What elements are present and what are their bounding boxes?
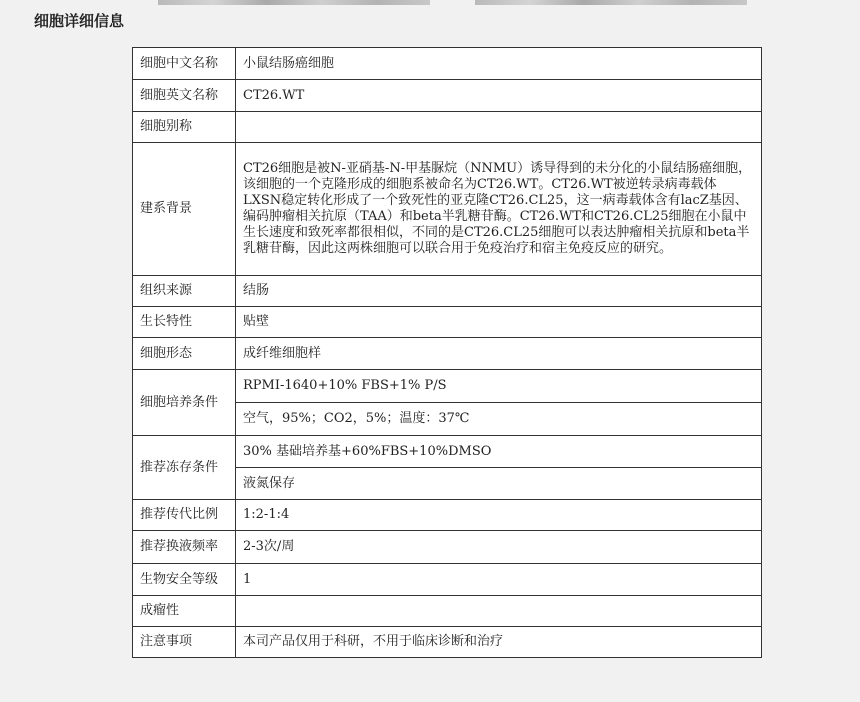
table-row [133,338,762,370]
row-value: CT26.WT [236,80,762,112]
row-value: 空气，95%；CO2，5%；温度：37℃ [236,403,762,436]
row-label: 推荐换液频率 [133,531,236,564]
row-label: 注意事项 [133,627,236,658]
table-row [133,276,762,307]
table-row [133,48,762,80]
row-label: 细胞别称 [133,112,236,143]
row-value-background: CT26细胞是被N-亚硝基-N-甲基脲烷（NNMU）诱导得到的未分化的小鼠结肠癌细胞，该细胞的一个克隆形成的细胞系被命名为CT26.WT。CT26.WT被逆转录病毒载体LXSN稳定转化形成了一个致死性的亚克隆CT26.CL25，这一病毒载体含有lacZ基因、编码肿瘤相关抗原（TAA）和beta半乳糖苷酶。CT26.WT和CT26.CL25细胞在小鼠中生长速度和致死率都很相似，不同的是CT26.CL25细胞可以表达肿瘤相关抗原和beta半乳糖苷酶，因此这两株细胞可以联合用于免疫治疗和宿主免疫反应的研究。 [236,143,762,276]
table-row [133,500,762,531]
row-label: 建系背景 [133,143,236,276]
row-label: 生物安全等级 [133,564,236,596]
row-label: 细胞英文名称 [133,80,236,112]
table-row [133,436,762,468]
row-label: 细胞中文名称 [133,48,236,80]
row-value: 液氮保存 [236,468,762,500]
row-label: 成瘤性 [133,596,236,627]
row-label: 细胞形态 [133,338,236,370]
row-value: 2-3次/周 [236,531,762,564]
top-banner-image-left [158,0,430,5]
row-label: 生长特性 [133,307,236,338]
row-value: 1 [236,564,762,596]
row-value: 本司产品仅用于科研，不用于临床诊断和治疗 [236,627,762,658]
table-row [133,112,762,143]
row-value: 结肠 [236,276,762,307]
table-row [133,531,762,564]
row-value [236,596,762,627]
table-row [133,627,762,658]
top-banner-image-right [475,0,747,5]
row-value: 1:2-1:4 [236,500,762,531]
row-value: 成纤维细胞样 [236,338,762,370]
row-value: 30% 基础培养基+60%FBS+10%DMSO [236,436,762,468]
table-row [133,143,762,276]
row-value: 贴壁 [236,307,762,338]
table-row [133,80,762,112]
table-row [133,564,762,596]
table-row [133,370,762,403]
table-row [133,307,762,338]
cell-detail-table [132,47,762,658]
row-label: 推荐传代比例 [133,500,236,531]
row-value: RPMI-1640+10% FBS+1% P/S [236,370,762,403]
section-title: 细胞详细信息 [34,12,125,30]
row-value [236,112,762,143]
row-label: 推荐冻存条件 [133,436,236,500]
row-label: 组织来源 [133,276,236,307]
row-label: 细胞培养条件 [133,370,236,436]
row-value: 小鼠结肠癌细胞 [236,48,762,80]
table-row [133,596,762,627]
